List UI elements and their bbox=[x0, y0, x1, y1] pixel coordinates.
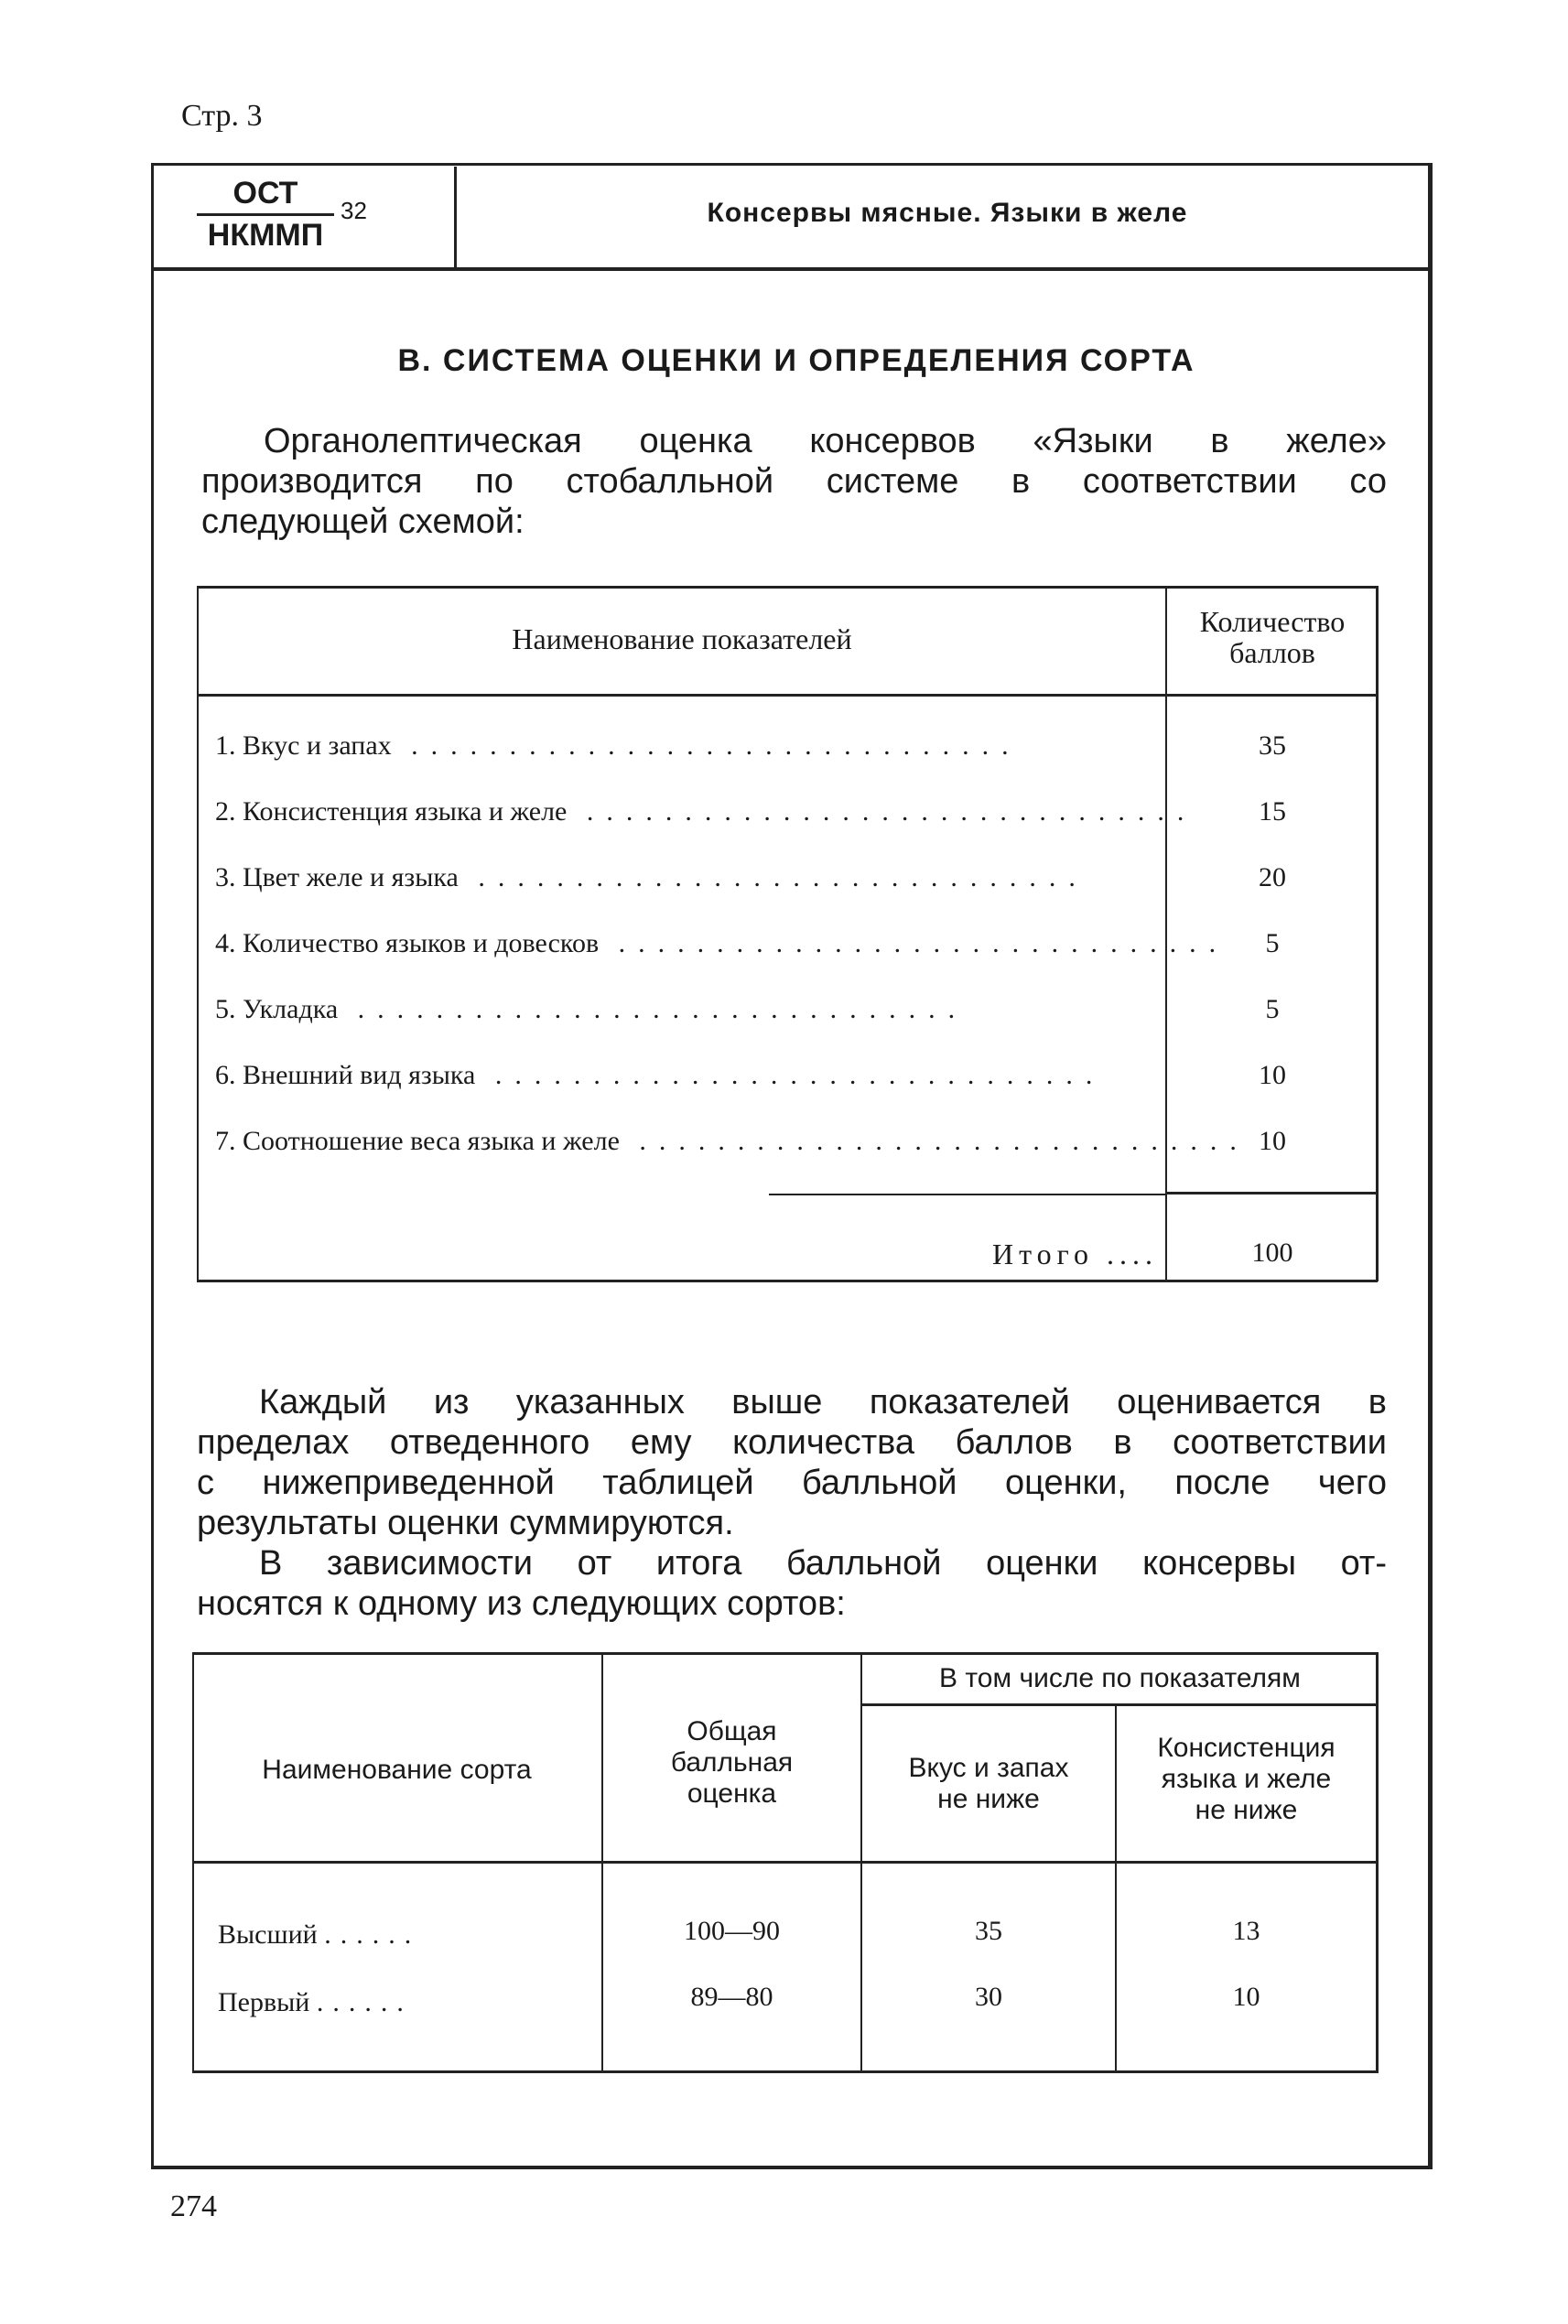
leader-dots: ............................... bbox=[338, 994, 968, 1024]
grade-table bbox=[192, 1652, 1378, 2073]
row-value: 10 bbox=[1259, 1060, 1286, 1090]
table-bottom-rule bbox=[192, 2070, 1378, 2073]
paragraph3-line-2: носятся к одному из следующих сортов: bbox=[197, 1584, 846, 1623]
leader-dots: ............................... bbox=[599, 928, 1229, 958]
leader-dots: ............................... bbox=[458, 862, 1088, 892]
standard-number: 32 bbox=[341, 197, 367, 224]
table-row bbox=[215, 1060, 1158, 1091]
header-consistency-line3: не ниже bbox=[1195, 1795, 1298, 1825]
table-top-rule bbox=[192, 1652, 1378, 1655]
row-label: 1. Вкус и запах bbox=[215, 730, 392, 761]
table-row bbox=[215, 796, 1197, 827]
grade-consistency: 13 bbox=[1232, 1916, 1260, 1946]
total-value: 100 bbox=[1251, 1238, 1293, 1268]
frame-left-rule bbox=[151, 163, 154, 2167]
header-points-line2: баллов bbox=[1229, 636, 1315, 669]
header-bottom-rule bbox=[151, 267, 1433, 271]
scoring-table bbox=[197, 586, 1378, 1281]
subtotal-rule-right bbox=[1167, 1192, 1378, 1194]
page-number: 274 bbox=[170, 2189, 217, 2223]
frame-top-rule bbox=[151, 163, 1433, 166]
row-value: 10 bbox=[1259, 1126, 1286, 1156]
section-heading: В. СИСТЕМА ОЦЕНКИ И ОПРЕДЕЛЕНИЯ СОРТА bbox=[397, 343, 1195, 378]
row-label: 7. Соотношение веса языка и желе bbox=[215, 1126, 620, 1156]
header-total-score bbox=[603, 1716, 860, 1810]
header-separator bbox=[454, 167, 457, 267]
header-points bbox=[1167, 606, 1378, 668]
document-title: Консервы мясные. Языки в желе bbox=[707, 198, 1188, 228]
table-bottom-rule bbox=[197, 1280, 1378, 1282]
header-taste-line1: Вкус и запах bbox=[908, 1753, 1069, 1783]
header-indicator-name: Наименование показателей bbox=[512, 622, 852, 655]
subtotal-rule-left bbox=[769, 1194, 1165, 1195]
row-value: 15 bbox=[1259, 796, 1286, 827]
frame-right-rule bbox=[1428, 163, 1433, 2167]
table-row bbox=[215, 730, 1158, 762]
header-taste-line2: не ниже bbox=[937, 1784, 1040, 1814]
leader-dots: ...... bbox=[316, 1987, 413, 2017]
leader-dots: ...... bbox=[324, 1919, 421, 1950]
leader-dots: ............................... bbox=[567, 796, 1197, 827]
row-label: 3. Цвет желе и языка bbox=[215, 862, 459, 892]
header-total-line2: балльная bbox=[670, 1747, 794, 1778]
ost-label: ОСТ bbox=[197, 176, 334, 216]
nkmmp-label: НКММП bbox=[207, 218, 324, 253]
total-label: Итого .... bbox=[992, 1238, 1158, 1270]
intro-line-3: следующей схемой: bbox=[201, 503, 524, 541]
table-row bbox=[215, 1126, 1249, 1157]
paragraph2-line-3: с нижеприведенной таблицей балльной оценки, после чего bbox=[197, 1464, 1387, 1502]
leader-dots: ............................... bbox=[619, 1126, 1249, 1156]
page-label: Стр. 3 bbox=[181, 99, 263, 133]
frame-bottom-rule bbox=[151, 2166, 1433, 2169]
leader-dots: ............................... bbox=[475, 1060, 1106, 1090]
intro-line-2: производится по стобалльной системе в соответствии со bbox=[201, 462, 1387, 501]
row-label: 2. Консистенция языка и желе bbox=[215, 796, 568, 827]
table-row bbox=[218, 1987, 413, 2018]
row-label: 4. Количество языков и довесков bbox=[215, 928, 600, 958]
table-row bbox=[215, 994, 1158, 1025]
group-header-rule bbox=[862, 1703, 1378, 1706]
row-value: 35 bbox=[1259, 730, 1286, 761]
row-value: 20 bbox=[1259, 862, 1286, 892]
header-taste bbox=[862, 1753, 1115, 1815]
header-group: В том числе по показателям bbox=[939, 1663, 1301, 1693]
table-row bbox=[215, 862, 1158, 893]
header-consistency bbox=[1117, 1733, 1376, 1826]
header-total-line1: Общая bbox=[687, 1716, 777, 1746]
grade-consistency: 10 bbox=[1232, 1982, 1260, 2012]
intro-line-1: Органолептическая оценка консервов «Языки в желе» bbox=[264, 422, 1387, 460]
row-value: 5 bbox=[1265, 994, 1280, 1024]
standard-designation bbox=[188, 176, 343, 254]
row-value: 5 bbox=[1265, 928, 1280, 958]
grade-total: 100—90 bbox=[684, 1916, 780, 1946]
grade-taste: 35 bbox=[975, 1916, 1002, 1946]
header-grade-name: Наименование сорта bbox=[262, 1755, 532, 1785]
grade-total: 89—80 bbox=[690, 1982, 773, 2012]
table-left-rule bbox=[197, 586, 199, 1281]
grade-name: Первый bbox=[218, 1987, 310, 2017]
leader-dots: ............................... bbox=[391, 730, 1022, 761]
grade-taste: 30 bbox=[975, 1982, 1002, 2012]
table-header-rule bbox=[197, 694, 1378, 697]
header-total-line3: оценка bbox=[687, 1778, 777, 1809]
table-top-rule bbox=[197, 586, 1378, 589]
header-points-line1: Количество bbox=[1199, 605, 1346, 638]
paragraph2-line-4: результаты оценки суммируются. bbox=[197, 1504, 734, 1542]
table-row bbox=[215, 928, 1229, 959]
row-label: 6. Внешний вид языка bbox=[215, 1060, 476, 1090]
paragraph2-line-1: Каждый из указанных выше показателей оценивается в bbox=[259, 1383, 1387, 1421]
table-row bbox=[218, 1919, 420, 1951]
row-label: 5. Укладка bbox=[215, 994, 339, 1024]
paragraph2-line-2: пределах отведенного ему количества баллов в соответствии bbox=[197, 1423, 1387, 1462]
paragraph3-line-1: В зависимости от итога балльной оценки консервы от- bbox=[259, 1544, 1387, 1583]
header-consistency-line1: Консистенция bbox=[1157, 1733, 1336, 1763]
header-consistency-line2: языка и желе bbox=[1161, 1764, 1332, 1794]
grade-name: Высший bbox=[218, 1919, 318, 1950]
table-header-rule bbox=[192, 1861, 1378, 1864]
